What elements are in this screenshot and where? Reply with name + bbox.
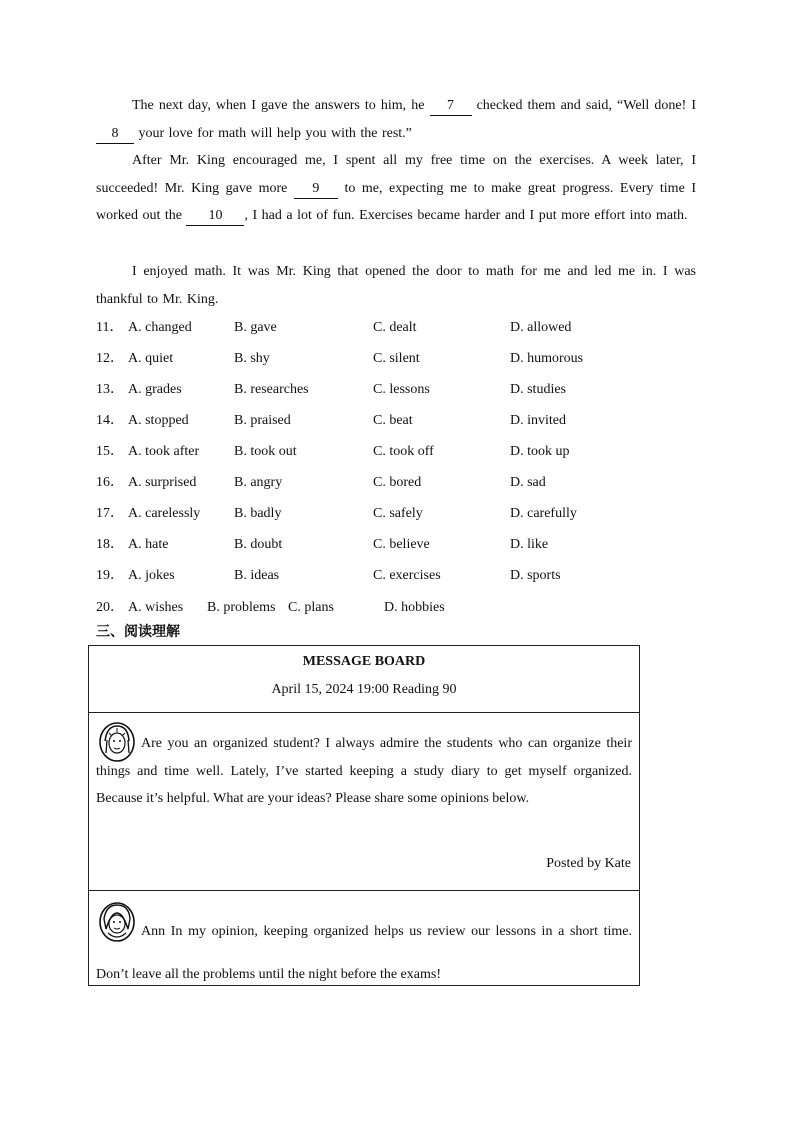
option-c: C. plans xyxy=(288,600,334,615)
post-kate xyxy=(89,713,639,891)
option-a: A. hate xyxy=(128,537,169,552)
question-number: 17． xyxy=(96,506,124,521)
section-title: 三、阅读理解 xyxy=(96,624,180,640)
option-c: C. safely xyxy=(373,506,423,521)
option-c: C. believe xyxy=(373,537,430,552)
question-row xyxy=(96,504,696,524)
question-number: 15． xyxy=(96,444,124,459)
blank-7: 7 xyxy=(430,97,472,116)
question-row xyxy=(96,442,696,462)
option-b: B. researches xyxy=(234,382,309,397)
question-row xyxy=(96,411,696,431)
option-d: D. took up xyxy=(510,444,570,459)
option-b: B. problems xyxy=(207,600,276,615)
option-d: D. invited xyxy=(510,413,566,428)
post-text: Ann In my opinion, keeping organized helps us review our lessons in a short time. Don’t leave all the problems until the night before the exams! xyxy=(96,924,632,982)
question-row xyxy=(96,566,696,586)
option-d: D. humorous xyxy=(510,351,584,366)
option-b: B. badly xyxy=(234,506,282,521)
option-b: B. took out xyxy=(234,444,297,459)
option-d: D. carefully xyxy=(510,506,577,521)
passage-paragraph-3: I enjoyed math. It was Mr. King that opened the door to math for me and led me in. I was thankful to Mr. King. xyxy=(96,264,696,307)
blank-9: 9 xyxy=(294,180,338,199)
post-text: Are you an organized student? I always admire the students who can organize their things and time well. Lately, I’ve started keeping a study diary to get myself organized. Because it’s helpful. What are your ideas? Please share some opinions below. xyxy=(96,736,632,807)
option-a: A. surprised xyxy=(128,475,197,490)
option-b: B. praised xyxy=(234,413,291,428)
option-a: A. grades xyxy=(128,382,182,397)
question-row-20 xyxy=(96,598,696,618)
option-b: B. shy xyxy=(234,351,270,366)
paragraph-text: After Mr. King encouraged me, I spent all my free time on the exercises. A week later, I succeeded! Mr. King gave more xyxy=(96,153,696,196)
option-d: D. studies xyxy=(510,382,566,397)
question-row xyxy=(96,349,696,369)
option-b: B. angry xyxy=(234,475,283,490)
option-c: C. beat xyxy=(373,413,413,428)
board-title: MESSAGE BOARD xyxy=(302,654,426,669)
question-number: 11． xyxy=(96,320,124,335)
option-a: A. changed xyxy=(128,320,192,335)
passage-paragraph-2 xyxy=(96,147,696,230)
question-number: 13． xyxy=(96,382,124,397)
option-d: D. hobbies xyxy=(384,600,445,615)
option-c: C. took off xyxy=(373,444,434,459)
option-d: D. sports xyxy=(510,568,561,583)
blank-10: 10 xyxy=(186,207,244,226)
question-row xyxy=(96,535,696,555)
option-a: A. carelessly xyxy=(128,506,201,521)
post-ann xyxy=(89,891,639,986)
question-number: 18． xyxy=(96,537,124,552)
paragraph-text: The next day, when I gave the answers to him, he xyxy=(132,98,430,113)
board-meta: April 15, 2024 19:00 Reading 90 xyxy=(271,682,457,697)
question-number: 20． xyxy=(96,600,124,615)
option-a: A. wishes xyxy=(128,600,184,615)
board-header xyxy=(89,646,639,713)
question-number: 19． xyxy=(96,568,124,583)
option-b: B. gave xyxy=(234,320,277,335)
question-number: 12． xyxy=(96,351,124,366)
option-c: C. bored xyxy=(373,475,422,490)
passage-paragraph-1 xyxy=(96,92,696,147)
option-c: C. exercises xyxy=(373,568,441,583)
message-board xyxy=(88,645,640,986)
option-c: C. silent xyxy=(373,351,420,366)
option-c: C. dealt xyxy=(373,320,417,335)
question-row xyxy=(96,318,696,338)
option-d: D. allowed xyxy=(510,320,572,335)
blank-8: 8 xyxy=(96,125,134,144)
question-number: 14． xyxy=(96,413,124,428)
question-row xyxy=(96,473,696,493)
option-a: A. stopped xyxy=(128,413,189,428)
paragraph-text: your love for math will help you with the rest.” xyxy=(134,125,412,141)
option-c: C. lessons xyxy=(373,382,430,397)
option-d: D. like xyxy=(510,537,549,552)
paragraph-text: to me, expecting me to make great progress. Every time I worked out the xyxy=(96,180,696,224)
option-b: B. doubt xyxy=(234,537,283,552)
question-row xyxy=(96,380,696,400)
option-d: D. sad xyxy=(510,475,546,490)
paragraph-text: checked them and said, “Well done! I xyxy=(471,98,697,113)
option-a: A. took after xyxy=(128,444,200,459)
poster-signature: Posted by Kate xyxy=(546,856,631,871)
option-a: A. jokes xyxy=(128,568,175,583)
option-b: B. ideas xyxy=(234,568,280,583)
question-number: 16． xyxy=(96,475,124,490)
option-a: A. quiet xyxy=(128,351,174,366)
paragraph-text: , I had a lot of fun. Exercises became harder and I put more effort into math. xyxy=(244,208,688,224)
